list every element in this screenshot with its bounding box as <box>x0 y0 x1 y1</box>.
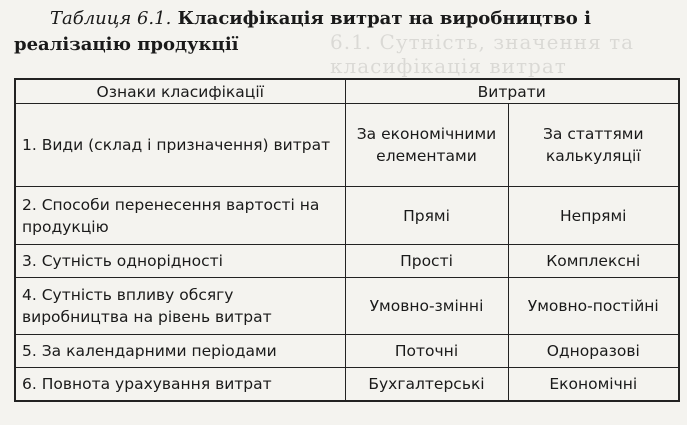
row-cost-a: Прямі <box>345 187 508 245</box>
row-cost-a: Поточні <box>345 335 508 368</box>
row-feature: 4. Сутність впливу обсягу виробництва на рівень витрат <box>15 278 345 335</box>
row-cost-b: За статтями калькуляції <box>508 104 679 187</box>
caption-label: Таблиця 6.1. <box>50 8 172 29</box>
row-cost-a: Прості <box>345 245 508 278</box>
header-features: Ознаки класифікації <box>15 79 345 104</box>
row-cost-b: Непрямі <box>508 187 679 245</box>
header-costs: Витрати <box>345 79 679 104</box>
table-row <box>15 368 679 401</box>
row-feature: 5. За календарними періодами <box>15 335 345 368</box>
row-feature: 1. Види (склад і призначення) витрат <box>15 104 345 187</box>
row-cost-b: Умовно-постійні <box>508 278 679 335</box>
table-caption <box>14 6 679 58</box>
table-row <box>15 278 679 335</box>
caption-title: Класифікація витрат на виробництво і реалізацію продукції <box>14 8 591 55</box>
row-cost-a: За економічними елементами <box>345 104 508 187</box>
table-header-row <box>15 79 679 104</box>
row-cost-a: Бухгалтерські <box>345 368 508 401</box>
row-cost-b: Одноразові <box>508 335 679 368</box>
row-feature: 2. Способи перенесення вартості на продукцію <box>15 187 345 245</box>
row-feature: 6. Повнота урахування витрат <box>15 368 345 401</box>
row-cost-b: Економічні <box>508 368 679 401</box>
row-feature: 3. Сутність однорідності <box>15 245 345 278</box>
table-row <box>15 245 679 278</box>
row-cost-b: Комплексні <box>508 245 679 278</box>
classification-table <box>14 78 680 402</box>
table-row <box>15 335 679 368</box>
row-cost-a: Умовно-змінні <box>345 278 508 335</box>
table-row <box>15 104 679 187</box>
table-row <box>15 187 679 245</box>
bleed-heading: 6.1. Сутність, значення та класифікація витрат <box>330 30 635 78</box>
